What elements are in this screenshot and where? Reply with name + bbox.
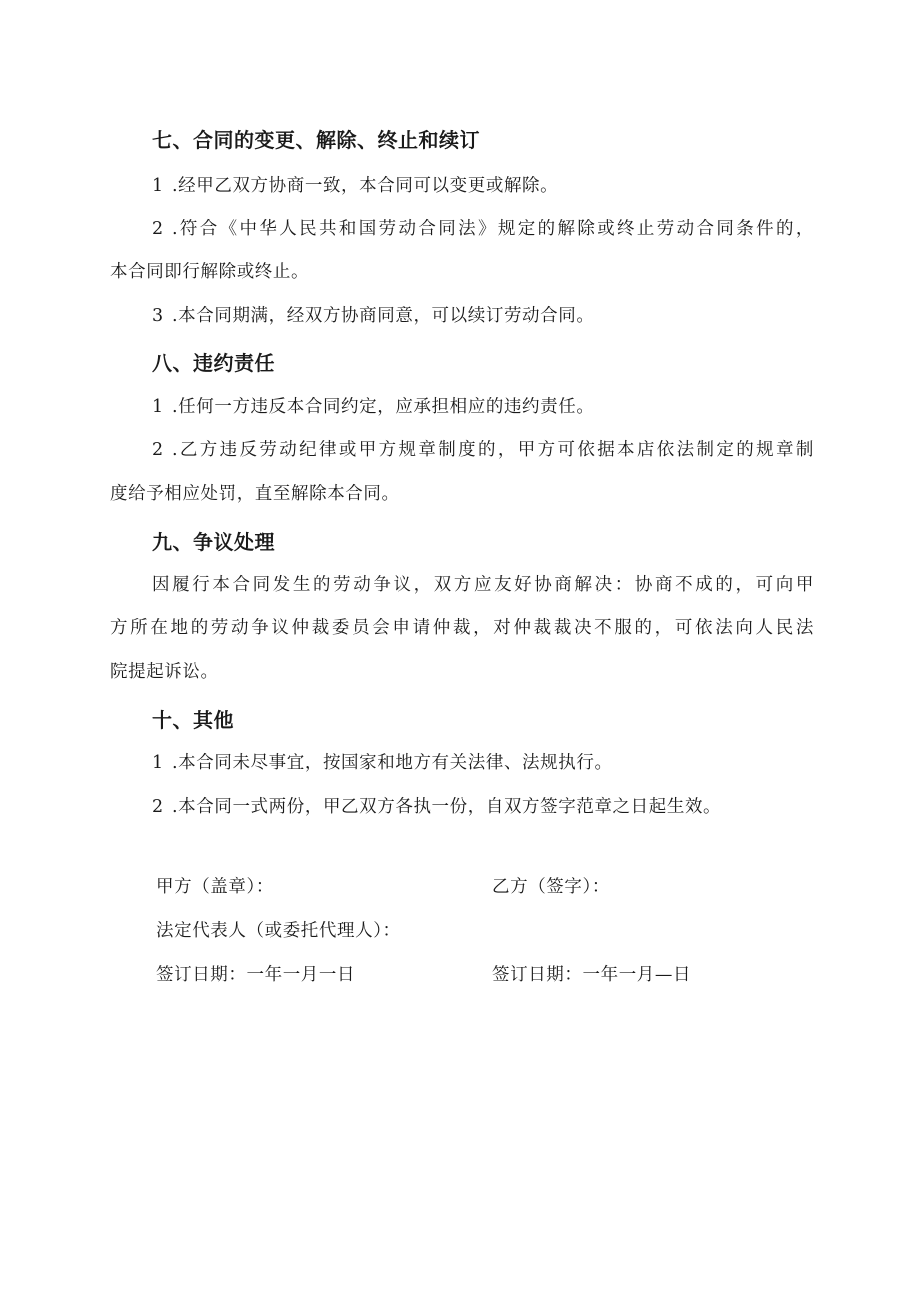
item-text: .本合同未尽事宜，按国家和地方有关法律、法规执行。 [172, 753, 613, 773]
section-7-item-2-continuation: 本合同即行解除或终止。 [110, 262, 310, 282]
section-10-heading: 十、其他 [152, 708, 234, 732]
section-7-item-2 [152, 215, 814, 240]
item-text: .经甲乙双方协商一致，本合同可以变更或解除。 [172, 176, 559, 196]
section-9-line-1: 因履行本合同发生的劳动争议，双方应友好协商解决：协商不成的，可向甲 [152, 575, 814, 595]
item-number: 1 [152, 176, 164, 196]
item-number: 2 [152, 797, 164, 817]
item-text: .本合同一式两份，甲乙双方各执一份，自双方签字范章之日起生效。 [172, 797, 722, 817]
section-8-item-1 [152, 393, 594, 418]
item-number: 3 [152, 306, 164, 326]
party-a-sign-date: 签订日期：一年一月一日 [156, 965, 356, 985]
party-b-sign-date: 签订日期：一年一月—日 [492, 965, 692, 985]
section-10-item-1 [152, 749, 613, 774]
item-number: 1 [152, 753, 164, 773]
legal-representative-label: 法定代表人（或委托代理人）： [156, 921, 401, 941]
section-9-line-2: 方所在地的劳动争议仲裁委员会申请仲裁，对仲裁裁决不服的，可依法向人民法 [110, 618, 814, 638]
item-text: .任何一方违反本合同约定，应承担相应的违约责任。 [172, 397, 595, 417]
party-a-seal-label: 甲方（盖章）： [156, 877, 274, 897]
section-8-heading: 八、违约责任 [152, 351, 275, 375]
section-8-item-2-continuation: 度给予相应处罚，直至解除本合同。 [110, 484, 400, 504]
item-text: .乙方违反劳动纪律或甲方规章制度的，甲方可依据本店依法制定的规章制 [172, 440, 814, 460]
party-b-sign-label: 乙方（签字）： [492, 877, 610, 897]
item-number: 1 [152, 397, 164, 417]
section-9-heading: 九、争议处理 [152, 530, 275, 554]
item-text: .符合《中华人民共和国劳动合同法》规定的解除或终止劳动合同条件的， [172, 219, 814, 239]
item-number: 2 [152, 440, 164, 460]
section-8-item-2 [152, 436, 814, 461]
item-text: .本合同期满，经双方协商同意，可以续订劳动合同。 [172, 306, 595, 326]
section-7-item-3 [152, 302, 594, 327]
section-7-item-1 [152, 172, 558, 197]
section-9-line-3: 院提起诉讼。 [110, 662, 219, 682]
section-7-heading: 七、合同的变更、解除、终止和续订 [152, 128, 480, 152]
item-number: 2 [152, 219, 164, 239]
section-10-item-2 [152, 793, 721, 818]
